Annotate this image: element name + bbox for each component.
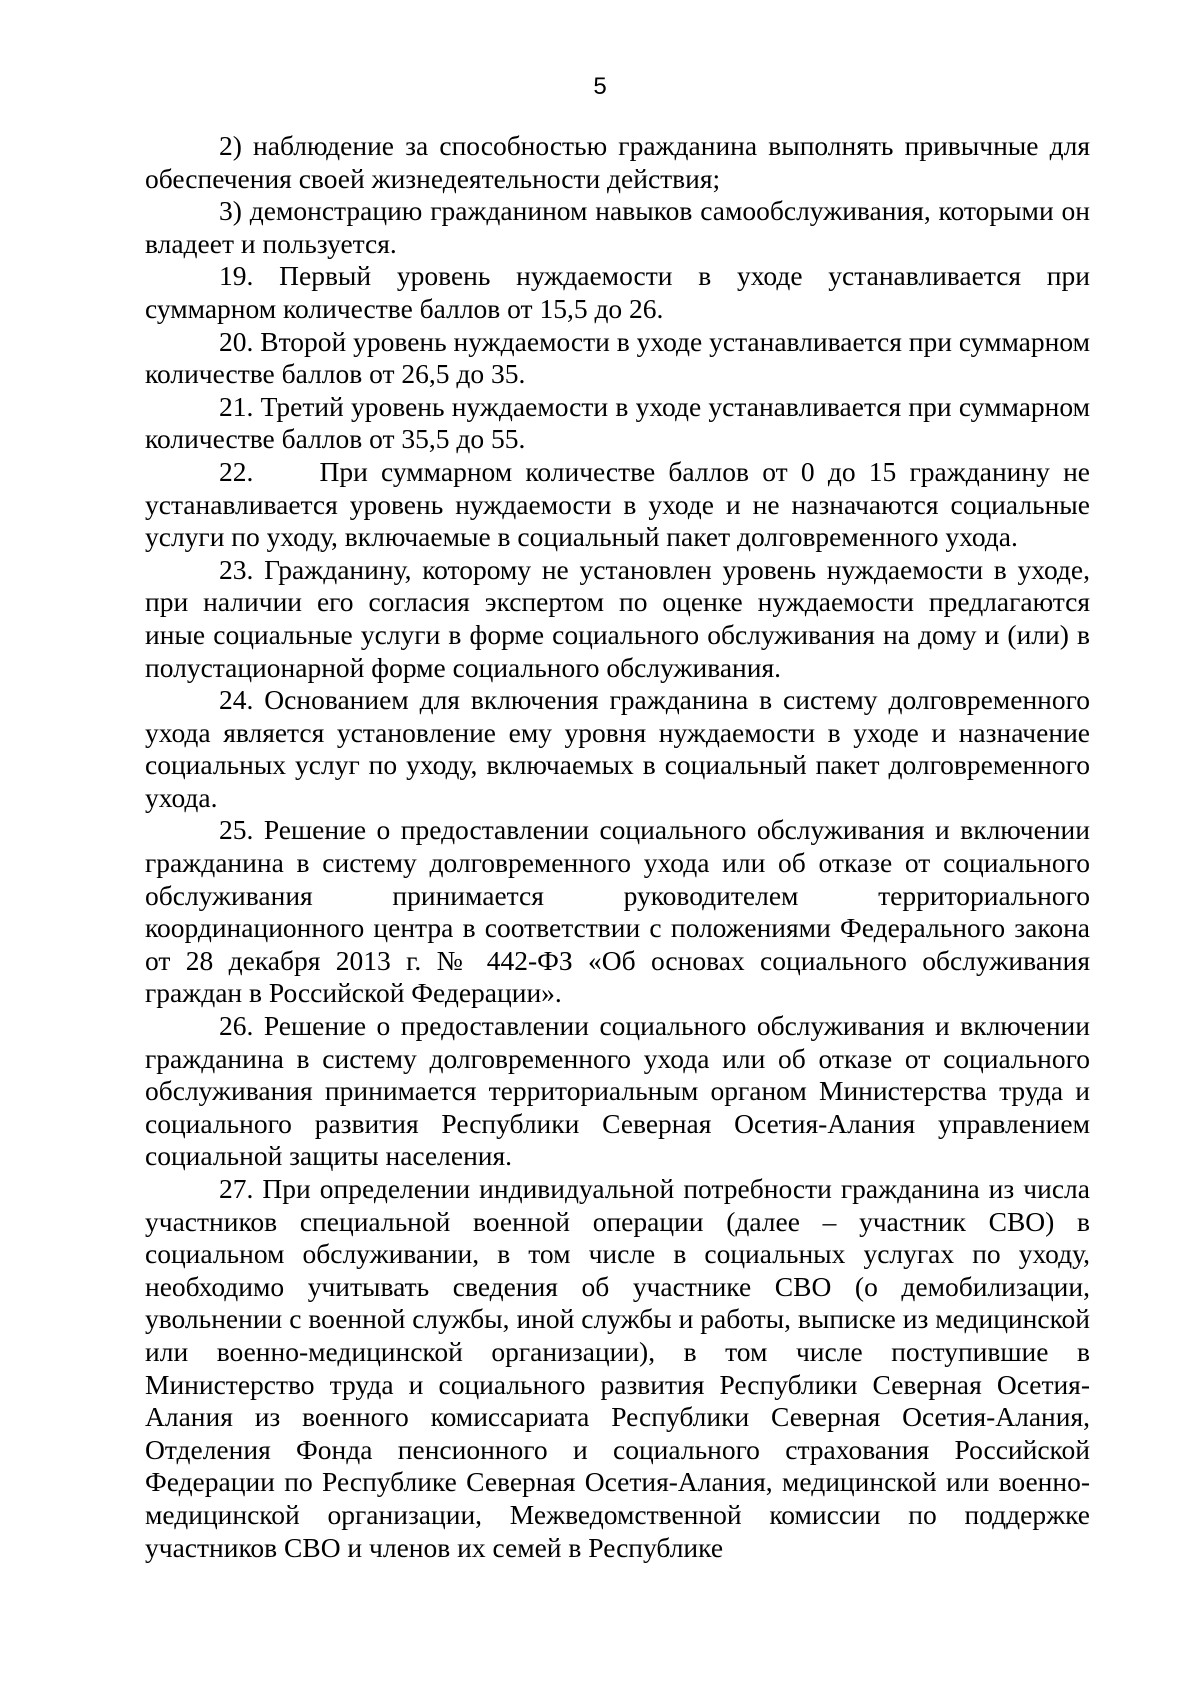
paragraph-19: 19. Первый уровень нуждаемости в уходе устанавливается при суммарном количестве баллов от 15,5 до 26.	[145, 260, 1090, 324]
paragraph-27: 27. При определении индивидуальной потребности гражданина из числа участников специальной военной операции (далее – участник СВО) в социальном обслуживании, в том числе в социальных услугах по уходу, необходимо учитывать сведения об участнике СВО (о демобилизации, увольнении с военной службы, иной службы и работы, выписке из медицинской или военно-медицинской организации), в том числе поступившие в Министерство труда и социального развития Республики Северная Осетия-Алания из военного комиссариата Республики Северная Осетия-Алания, Отделения Фонда пенсионного и социального страхования Российской Федерации по Республике Северная Осетия-Алания, медицинской или военно-медицинской организации, Межведомственной комиссии по поддержке участников СВО и членов их семей в Республике	[145, 1173, 1090, 1563]
paragraph-26: 26. Решение о предоставлении социального обслуживания и включении гражданина в систему долговременного ухода или об отказе от социального обслуживания принимается территориальным органом Министерства труда и социального развития Республики Северная Осетия-Алания управлением социальной защиты населения.	[145, 1010, 1090, 1172]
paragraph-24: 24. Основанием для включения гражданина в систему долговременного ухода является установление ему уровня нуждаемости в уходе и назначение социальных услуг по уходу, включаемых в социальный пакет долговременного ухода.	[145, 684, 1090, 813]
paragraph-20: 20. Второй уровень нуждаемости в уходе устанавливается при суммарном количестве баллов от 26,5 до 35.	[145, 325, 1090, 390]
paragraph-item-3: 3) демонстрацию гражданином навыков самообслуживания, которыми он владеет и пользуется.	[145, 195, 1090, 259]
paragraph-item-2: 2) наблюдение за способностью гражданина выполнять привычные для обеспечения своей жизнедеятельности действия;	[145, 130, 1090, 194]
page-number: 5	[593, 73, 607, 100]
paragraph-22: 22. При суммарном количестве баллов от 0 до 15 гражданину не устанавливается уровень нуждаемости в уходе и не назначаются социальные услуги по уходу, включаемые в социальный пакет долговременного ухода.	[145, 455, 1097, 553]
paragraph-25: 25. Решение о предоставлении социального обслуживания и включении гражданина в систему долговременного ухода или об отказе от социального обслуживания принимается руководителем территориального координационного центра в соответствии с положениями Федерального закона от 28 декабря 2013 г. № 442-ФЗ «Об основах социального обслуживания граждан в Российской Федерации».	[145, 814, 1090, 1009]
document-body	[145, 130, 1097, 1564]
paragraph-23: 23. Гражданину, которому не установлен уровень нуждаемости в уходе, при наличии его согласия экспертом по оценке нуждаемости предлагаются иные социальные услуги в форме социального обслуживания на дому и (или) в полустационарной форме социального обслуживания.	[145, 553, 1090, 683]
paragraph-21: 21. Третий уровень нуждаемости в уходе устанавливается при суммарном количестве баллов от 35,5 до 55.	[145, 390, 1090, 455]
